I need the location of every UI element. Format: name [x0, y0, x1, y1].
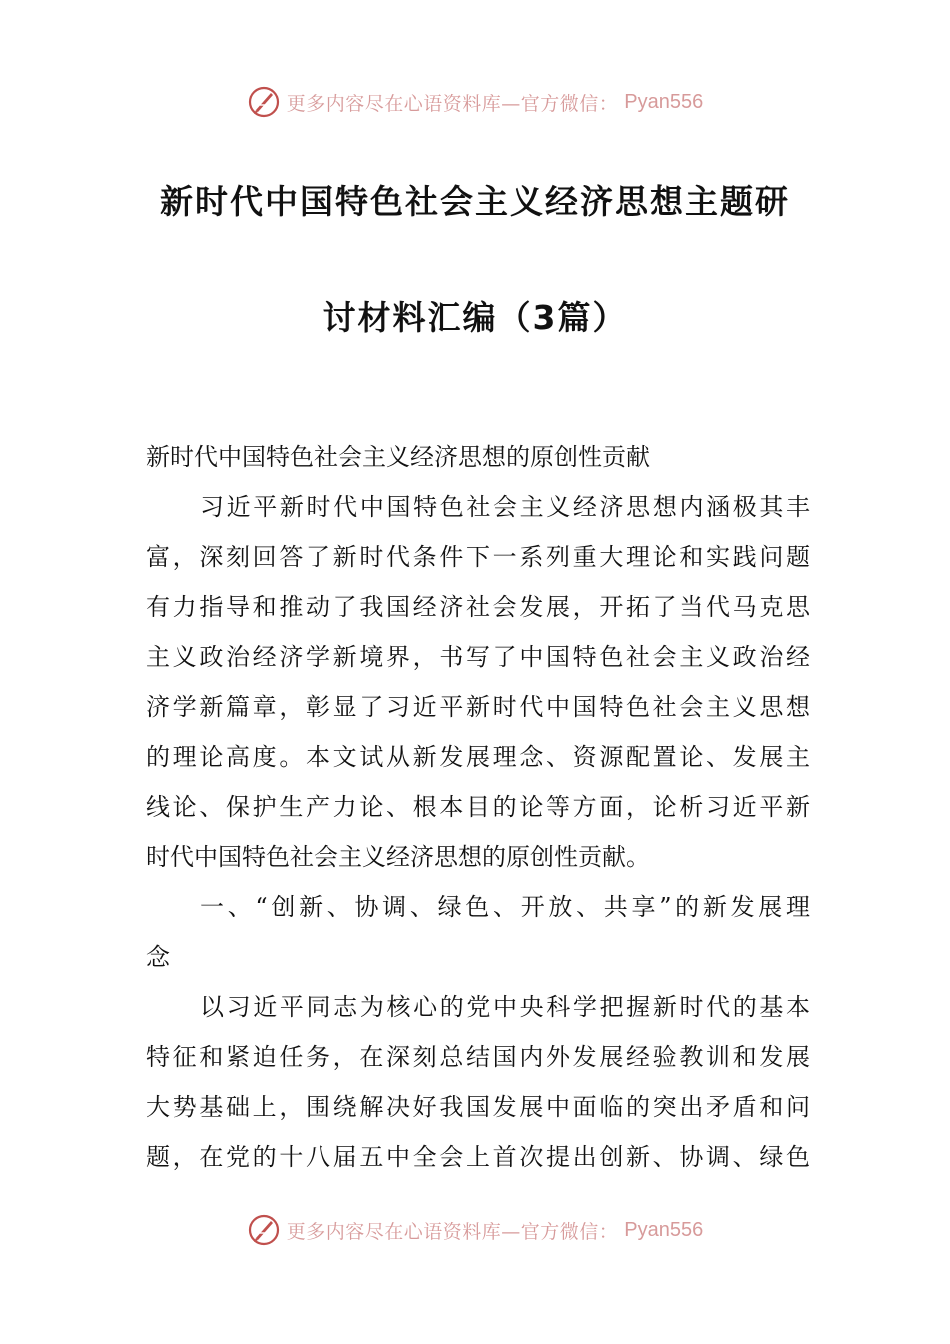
paragraph-line: 济学新篇章，彰显了习近平新时代中国特色社会主义思想 — [146, 693, 810, 721]
quill-logo-icon — [247, 85, 281, 119]
watermark-text: 更多内容尽在心语资料库—官方微信： — [286, 1220, 619, 1243]
paragraph-line: 线论、保护生产力论、根本目的论等方面，论析习近平新 — [146, 793, 810, 821]
wechat-id: Pyan556 — [624, 1218, 704, 1241]
watermark-text: 更多内容尽在心语资料库—官方微信： — [286, 92, 619, 115]
paragraph-line: 以习近平同志为核心的党中央科学把握新时代的基本 — [200, 993, 810, 1021]
paragraph-line: 大势基础上，围绕解决好我国发展中面临的突出矛盾和问 — [146, 1093, 810, 1121]
watermark-banner-top — [0, 82, 950, 122]
paragraph-line: 有力指导和推动了我国经济社会发展，开拓了当代马克思 — [146, 593, 810, 621]
quill-logo-icon — [247, 1213, 281, 1247]
paragraph-line: 特征和紧迫任务，在深刻总结国内外发展经验教训和发展 — [146, 1043, 810, 1071]
section-heading-line: 念 — [146, 943, 170, 971]
document-title-line-2: 讨材料汇编（3篇） — [322, 298, 628, 337]
paragraph-line: 主义政治经济学新境界，书写了中国特色社会主义政治经 — [146, 643, 810, 671]
paragraph-line: 富，深刻回答了新时代条件下一系列重大理论和实践问题 — [146, 543, 810, 571]
paragraph-line: 习近平新时代中国特色社会主义经济思想内涵极其丰 — [200, 493, 810, 521]
watermark-banner-bottom — [0, 1210, 950, 1250]
paragraph-line: 时代中国特色社会主义经济思想的原创性贡献。 — [146, 843, 650, 871]
paragraph-line: 题，在党的十八届五中全会上首次提出创新、协调、绿色 — [146, 1143, 810, 1171]
article-heading: 新时代中国特色社会主义经济思想的原创性贡献 — [146, 443, 650, 471]
section-heading-line: 一、“创新、协调、绿色、开放、共享”的新发展理 — [200, 893, 810, 921]
document-title-line-1: 新时代中国特色社会主义经济思想主题研 — [160, 182, 790, 221]
document-body — [146, 432, 810, 1182]
wechat-id: Pyan556 — [624, 90, 704, 113]
paragraph-line: 的理论高度。本文试从新发展理念、资源配置论、发展主 — [146, 743, 810, 771]
